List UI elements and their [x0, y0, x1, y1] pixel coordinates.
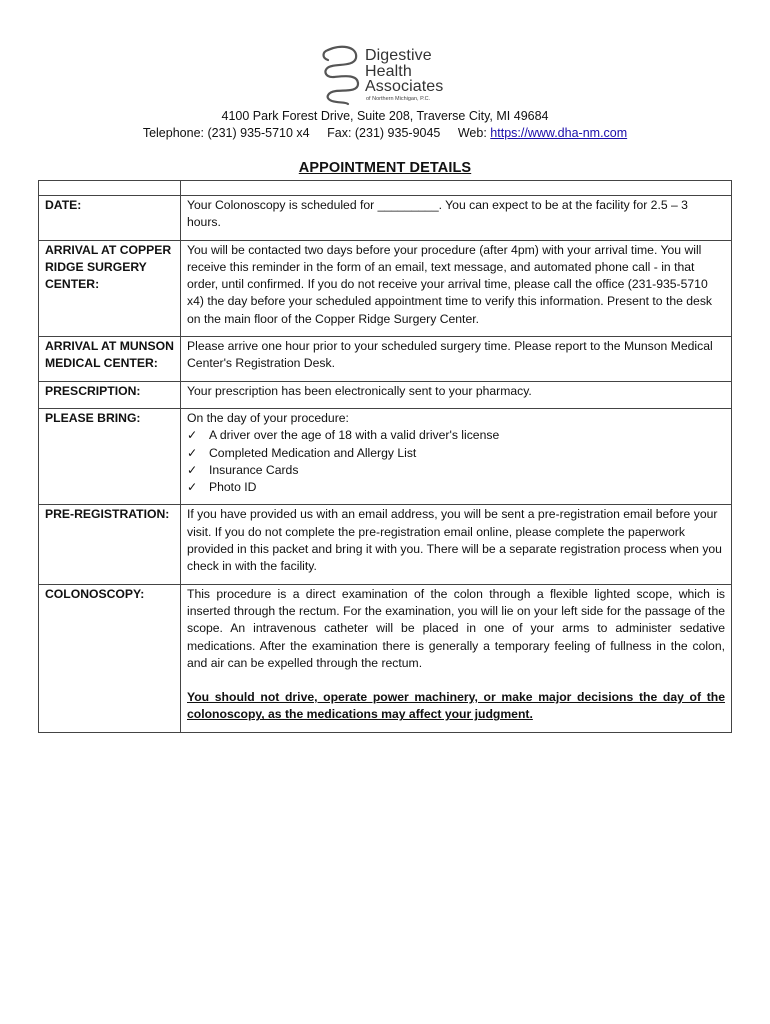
fax: Fax: (231) 935-9045 [327, 126, 441, 140]
company-logo [318, 44, 468, 106]
header-cell-text [181, 181, 732, 196]
telephone: Telephone: (231) 935-5710 x4 [142, 126, 310, 140]
checklist-item-text: A driver over the age of 18 with a valid driver's license [209, 428, 500, 443]
table-row-arrival-munson [39, 337, 732, 382]
list-item [187, 427, 725, 444]
row-label-please-bring: PLEASE BRING: [39, 408, 181, 504]
please-bring-intro: On the day of your procedure: [187, 410, 349, 425]
header-row [39, 181, 732, 196]
web-label: Web: [457, 126, 487, 140]
table-row-date [39, 196, 732, 241]
header-cell-label [39, 181, 181, 196]
appointment-details-table [38, 180, 732, 733]
page-title: APPOINTMENT DETAILS [298, 160, 472, 176]
logo-line-2: Health [365, 62, 412, 80]
logo-tagline: of Northern Michigan, P.C. [366, 95, 431, 102]
bring-checklist [187, 427, 725, 496]
table-row-pre-registration [39, 505, 732, 584]
checklist-item-text: Photo ID [209, 480, 257, 495]
list-item [187, 462, 725, 479]
row-label-arrival-munson: ARRIVAL AT MUNSON MEDICAL CENTER: [39, 337, 181, 382]
colonoscopy-warning: You should not drive, operate power machinery, or make major decisions the day of the colonoscopy, as the medications may affect your judgment. [187, 690, 725, 722]
checklist-item-text: Completed Medication and Allergy List [209, 445, 417, 460]
row-text-please-bring [181, 408, 732, 504]
row-label-prescription: PRESCRIPTION: [39, 381, 181, 408]
logo-line-1: Digestive [365, 47, 432, 64]
contact-line [0, 125, 770, 142]
row-label-arrival-copper: ARRIVAL AT COPPER RIDGE SURGERY CENTER: [39, 240, 181, 336]
checkmark-icon: ✓ [187, 480, 198, 495]
logo-wordmark [365, 48, 443, 102]
website-link[interactable]: https://www.dha-nm.com [490, 126, 628, 140]
row-text-colonoscopy [181, 584, 732, 732]
row-text-pre-registration: If you have provided us with an email address, you will be sent a pre-registration email before your visit. If you do not complete the pre-registration email online, please complete the paperwork provided in this packet and bring it with you. There will be a separate registration process when you check in with the facility. [181, 505, 732, 584]
logo-line-3: Associates [365, 78, 444, 95]
colon-logo-icon [318, 44, 362, 106]
row-text-arrival-copper: You will be contacted two days before your procedure (after 4pm) with your arrival time. You will receive this reminder in the form of an email, text message, and automated phone call - in that order, until confirmed. If you do not receive your arrival time, please call the office (231-935-5710 x4) the day before your scheduled appointment time to verify this information. Present to the desk on the main floor of the Copper Ridge Surgery Center. [181, 240, 732, 336]
row-text-date: Your Colonoscopy is scheduled for _________. You can expect to be at the facility for 2.5 – 3 hours. [181, 196, 732, 241]
row-text-arrival-munson: Please arrive one hour prior to your scheduled surgery time. Please report to the Munson Medical Center's Registration Desk. [181, 337, 732, 382]
table-row-arrival-copper [39, 240, 732, 336]
table-row-please-bring [39, 408, 732, 504]
row-text-prescription: Your prescription has been electronically sent to your pharmacy. [181, 381, 732, 408]
checklist-item-text: Insurance Cards [209, 462, 299, 477]
checkmark-icon: ✓ [187, 428, 198, 443]
checkmark-icon: ✓ [187, 445, 198, 460]
street-address: 4100 Park Forest Drive, Suite 208, Traverse City, MI 49684 [221, 109, 549, 123]
row-label-pre-registration: PRE-REGISTRATION: [39, 505, 181, 584]
list-item [187, 445, 725, 462]
list-item [187, 479, 725, 496]
colonoscopy-description: This procedure is a direct examination of the colon through a flexible lighted scope, which is inserted through the rectum. For the examination, you will lie on your left side for the passage of the scope. An intravenous catheter will be placed in one of your arms to administer sedative medications. After the examination there is generally a temporary feeling of fullness in the colon, and air can be expelled through the rectum. [187, 586, 725, 670]
table-row-prescription [39, 381, 732, 408]
table-row-colonoscopy [39, 584, 732, 732]
row-label-date: DATE: [39, 196, 181, 241]
row-label-colonoscopy: COLONOSCOPY: [39, 584, 181, 732]
checkmark-icon: ✓ [187, 462, 198, 477]
